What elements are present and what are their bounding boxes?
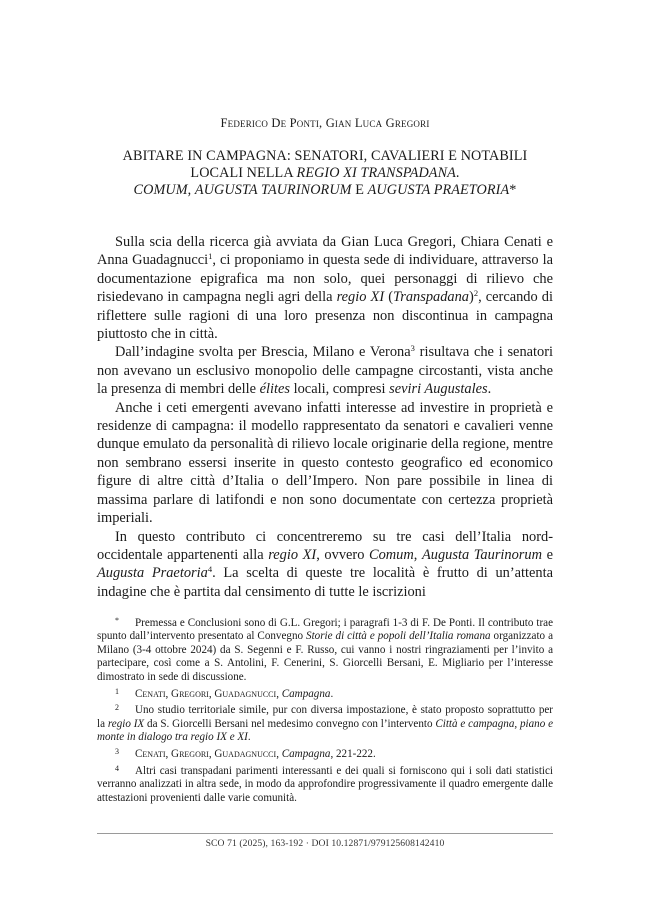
title-line-1: ABITARE IN CAMPAGNA: SENATORI, CAVALIERI E NOTABILI <box>122 148 528 164</box>
footnote-1: 1 Cenati, Gregori, Guadagnucci, Campagna. <box>115 686 334 700</box>
body-paragraph-4: In questo contributo ci concentreremo su tre casi dell’Italia nord-occidentale appartenenti alla regio XI, ovvero Comum, Augusta Taurinorum e Augusta Praetoria$^4$. La scelta di queste tre località è frutto di un’attenta indagine che è partita dal censimento di tutte le iscrizioni <box>97 528 553 600</box>
footnote-marker: 1 <box>115 686 119 696</box>
footnote-marker: 4 <box>115 764 119 774</box>
footer-citation: SCO 71 (2025), 163-192 · DOI 10.12871/979125608142410 <box>205 838 445 849</box>
footnote-ref-2[interactable]: 2 <box>473 288 479 299</box>
footnote-marker: 2 <box>115 703 119 713</box>
article-body <box>97 233 553 601</box>
footnote-2: 2 Uno studio territoriale simile, pur con diversa impostazione, è stato proposto soprattutto per la regio IX da S. Giorcelli Bersani nel medesimo convegno con l’intervento Città e campagna, piano e monte in dialogo tra regio IX e XI. <box>97 703 554 744</box>
title-line-2: LOCALI NELLA REGIO XI TRANSPADANA. <box>190 165 460 181</box>
body-paragraph-1: Sulla scia della ricerca già avviata da Gian Luca Gregori, Chiara Cenati e Anna Guadagnucci$^1$, ci proponiamo in questa sede di individuare, attraverso la documentazione epigrafica ma non solo, quei personaggi di rilievo che risiedevano in campagna negli agri della regio XI (Transpadana)$^2$, cercando di riflettere sulle ragioni di una loro presenza non discontinua in campagna piuttosto che in città. <box>97 234 553 343</box>
article-title <box>60 148 590 199</box>
title-line-3: COMUM, AUGUSTA TAURINORUM E AUGUSTA PRAETORIA* <box>133 182 517 198</box>
footnote-marker: 3 <box>115 747 119 757</box>
footnote-ref-4[interactable]: 4 <box>207 564 213 575</box>
footer-divider <box>97 833 553 834</box>
footnotes <box>97 614 553 806</box>
footnote-star: * Premessa e Conclusioni sono di G.L. Gregori; i paragrafi 1-3 di F. De Ponti. Il contributo trae spunto dall’intervento presentato al Convegno Storie di città e popoli dell’Italia romana organizzato a Milano (3-4 ottobre 2024) da S. Segenni e F. Russo, cui vanno i nostri ringraziamenti per l’invito a partecipare, così come a S. Antolini, F. Cenerini, S. Giorcelli Bersani, E. Migliario per l’interesse dimostrato in sede di discussione. <box>97 616 553 683</box>
article-authors: Federico De Ponti, Gian Luca Gregori <box>220 116 430 130</box>
footnote-ref-3[interactable]: 3 <box>410 343 415 354</box>
body-paragraph-3: Anche i ceti emergenti avevano infatti interesse ad investire in proprietà e residenze di campagna: il modello rappresentato da senatori e cavalieri venne dunque emulato da personalità di rilievo locale originarie della regione, mentre non sembrano essersi inserite in questo contesto geografico ed economico figure di altre città d’Italia o dell’Impero. Non pare possibile in linea di massima parlare di latifondi e non sono documentate con certezza proprietà imperiali. <box>97 399 553 527</box>
footnote-ref-1[interactable]: 1 <box>208 251 213 262</box>
footnote-3: 3 Cenati, Gregori, Guadagnucci, Campagna, 221-222. <box>115 747 376 761</box>
footnote-marker: * <box>115 616 119 625</box>
body-paragraph-2: Dall’indagine svolta per Brescia, Milano e Verona$^3$ risultava che i senatori non avevano un esclusivo monopolio delle campagne circostanti, vista anche la presenza di membri delle élites locali, compresi seviri Augustales. <box>97 343 554 398</box>
footnote-4: 4 Altri casi transpadani parimenti interessanti e dei quali si forniscono qui i soli dati statistici verranno analizzati in altra sede, in modo da approfondire progressivamente il quadro emergente dalle attestazioni provenienti dalle varie comunità. <box>97 764 553 804</box>
